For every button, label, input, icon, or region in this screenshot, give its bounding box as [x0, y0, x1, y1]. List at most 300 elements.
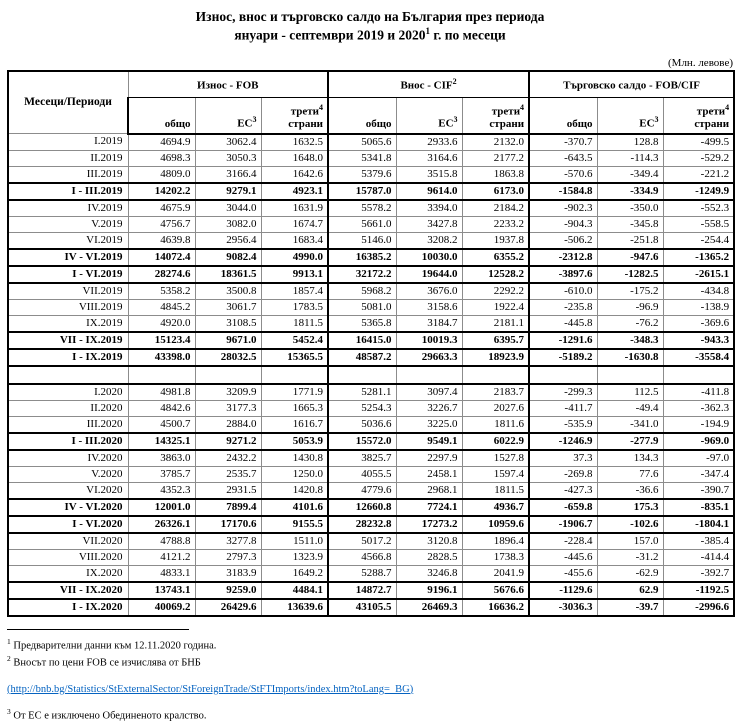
data-cell: 3785.7	[128, 466, 195, 482]
footnote-2-marker: 2	[7, 654, 11, 664]
data-cell: 2828.5	[396, 549, 462, 565]
data-cell: 3158.6	[396, 299, 462, 315]
data-cell: 1430.8	[261, 450, 328, 467]
data-cell: 3061.7	[195, 299, 261, 315]
subheader-balance-total: общо	[529, 97, 597, 134]
data-cell: 4936.7	[462, 499, 529, 516]
data-cell: -1282.5	[597, 266, 663, 283]
data-cell: 3225.0	[396, 416, 462, 433]
data-cell: 1683.4	[261, 232, 328, 249]
data-cell: 4698.3	[128, 150, 195, 166]
document-title	[7, 8, 733, 44]
data-cell: -277.9	[597, 433, 663, 450]
data-cell: 9614.0	[396, 183, 462, 200]
header-group-balance	[529, 71, 734, 98]
data-cell: 1616.7	[261, 416, 328, 433]
data-cell: 15123.4	[128, 332, 195, 349]
data-cell: -347.4	[663, 466, 734, 482]
data-cell: 9196.1	[396, 582, 462, 599]
data-cell: 4842.6	[128, 400, 195, 416]
header-group-import-label: Внос - CIF	[400, 79, 453, 92]
data-cell: 9549.1	[396, 433, 462, 450]
table-row	[8, 266, 734, 283]
data-cell	[328, 366, 396, 384]
data-cell: 1632.5	[261, 134, 328, 151]
data-cell: 4756.7	[128, 216, 195, 232]
data-cell: 3082.0	[195, 216, 261, 232]
data-cell: 3062.4	[195, 134, 261, 151]
data-cell: 1648.0	[261, 150, 328, 166]
data-cell: 2797.3	[195, 549, 261, 565]
data-cell: 4779.6	[328, 482, 396, 499]
subheader-import-eu: $ЕС^3$	[396, 97, 462, 134]
data-cell: 1937.8	[462, 232, 529, 249]
data-cell	[195, 366, 261, 384]
data-cell: -2312.8	[529, 249, 597, 266]
row-label: V.2020	[8, 466, 128, 482]
table-row	[8, 599, 734, 616]
spacer-row	[8, 366, 734, 384]
data-cell: -902.3	[529, 200, 597, 217]
footnote-1-marker: 1	[7, 636, 11, 646]
row-label: I - IX.2019	[8, 349, 128, 366]
data-cell: -1906.7	[529, 516, 597, 533]
data-cell: 4923.1	[261, 183, 328, 200]
data-cell: -31.2	[597, 549, 663, 565]
data-cell: 4352.3	[128, 482, 195, 499]
data-cell: 1896.4	[462, 533, 529, 550]
data-cell: 5452.4	[261, 332, 328, 349]
data-cell: 3120.8	[396, 533, 462, 550]
data-cell: 1674.7	[261, 216, 328, 232]
data-cell: 4484.1	[261, 582, 328, 599]
data-cell: 5254.3	[328, 400, 396, 416]
data-cell: 16385.2	[328, 249, 396, 266]
data-cell: 5017.2	[328, 533, 396, 550]
data-cell: 128.8	[597, 134, 663, 151]
row-label: VII - IX.2019	[8, 332, 128, 349]
data-cell: 3394.0	[396, 200, 462, 217]
table-row	[8, 565, 734, 582]
data-cell: 28274.6	[128, 266, 195, 283]
data-cell: 5578.2	[328, 200, 396, 217]
data-cell: 134.3	[597, 450, 663, 467]
data-cell: -385.4	[663, 533, 734, 550]
data-cell: 12528.2	[462, 266, 529, 283]
data-cell: 6395.7	[462, 332, 529, 349]
data-cell: 1665.3	[261, 400, 328, 416]
row-label: V.2019	[8, 216, 128, 232]
row-label: IV.2020	[8, 450, 128, 467]
data-cell: -659.8	[529, 499, 597, 516]
data-cell: 1649.2	[261, 565, 328, 582]
data-cell: 43398.0	[128, 349, 195, 366]
row-label: IV - VI.2019	[8, 249, 128, 266]
table-row	[8, 433, 734, 450]
row-label: IX.2019	[8, 315, 128, 332]
row-label: III.2019	[8, 166, 128, 183]
data-cell: -175.2	[597, 283, 663, 300]
data-cell: 3209.9	[195, 384, 261, 401]
data-cell: 40069.2	[128, 599, 195, 616]
data-cell: 3500.8	[195, 283, 261, 300]
table-row	[8, 400, 734, 416]
row-label: I - III.2019	[8, 183, 128, 200]
data-cell: 6355.2	[462, 249, 529, 266]
data-cell: 4500.7	[128, 416, 195, 433]
data-cell: 4845.2	[128, 299, 195, 315]
data-cell: -1249.9	[663, 183, 734, 200]
data-cell: -1291.6	[529, 332, 597, 349]
data-cell: 2292.2	[462, 283, 529, 300]
data-cell: 2884.0	[195, 416, 261, 433]
table-row	[8, 200, 734, 217]
bnb-statistics-link[interactable]: (http://bnb.bg/Statistics/StExternalSector/StForeignTrade/StFTImports/index.htm?toLang=_BG)	[7, 683, 414, 695]
header-group-import	[328, 71, 529, 98]
table-row	[8, 216, 734, 232]
footnote-1	[7, 637, 733, 652]
row-label: VIII.2019	[8, 299, 128, 315]
title-line-2	[7, 26, 733, 44]
data-cell: -2996.6	[663, 599, 734, 616]
data-cell: 4990.0	[261, 249, 328, 266]
data-cell: -411.7	[529, 400, 597, 416]
data-cell: 4121.2	[128, 549, 195, 565]
data-cell: -138.9	[663, 299, 734, 315]
row-label: I - VI.2020	[8, 516, 128, 533]
data-cell: 112.5	[597, 384, 663, 401]
data-cell: 1811.6	[462, 416, 529, 433]
data-cell: 10030.0	[396, 249, 462, 266]
data-cell: 13639.6	[261, 599, 328, 616]
data-cell: 9913.1	[261, 266, 328, 283]
data-cell: -3897.6	[529, 266, 597, 283]
data-cell: 77.6	[597, 466, 663, 482]
data-cell: 3164.6	[396, 150, 462, 166]
data-cell: 32172.2	[328, 266, 396, 283]
data-cell: 157.0	[597, 533, 663, 550]
data-cell: -3558.4	[663, 349, 734, 366]
unit-note: (Млн. левове)	[668, 56, 733, 69]
data-cell: 3183.9	[195, 565, 261, 582]
data-cell: 5281.1	[328, 384, 396, 401]
table-row	[8, 416, 734, 433]
data-cell: 28232.8	[328, 516, 396, 533]
data-cell: -1246.9	[529, 433, 597, 450]
data-cell: 1420.8	[261, 482, 328, 499]
table-row	[8, 582, 734, 599]
data-cell: 4639.8	[128, 232, 195, 249]
table-row	[8, 249, 734, 266]
data-cell: -1584.8	[529, 183, 597, 200]
data-cell: 3184.7	[396, 315, 462, 332]
data-cell: 9271.2	[195, 433, 261, 450]
table-row	[8, 516, 734, 533]
subheader-import-third: трети$^4$ страни	[462, 97, 529, 134]
data-cell: -345.8	[597, 216, 663, 232]
data-cell: -411.8	[663, 384, 734, 401]
data-cell: -269.8	[529, 466, 597, 482]
data-cell: 1811.5	[261, 315, 328, 332]
data-cell: 26429.6	[195, 599, 261, 616]
data-cell: 4566.8	[328, 549, 396, 565]
data-cell: -947.6	[597, 249, 663, 266]
data-cell: 2041.9	[462, 565, 529, 582]
data-cell: 6173.0	[462, 183, 529, 200]
row-label: I - III.2020	[8, 433, 128, 450]
data-cell: -835.1	[663, 499, 734, 516]
data-cell: -349.4	[597, 166, 663, 183]
data-cell: -341.0	[597, 416, 663, 433]
data-cell: 37.3	[529, 450, 597, 467]
data-cell: -552.3	[663, 200, 734, 217]
data-cell: 1738.3	[462, 549, 529, 565]
data-cell: 3108.5	[195, 315, 261, 332]
data-cell: -558.5	[663, 216, 734, 232]
trade-table	[7, 70, 735, 617]
group-header-row	[8, 71, 734, 98]
data-cell: 1642.6	[261, 166, 328, 183]
table-row	[8, 332, 734, 349]
data-cell: -334.9	[597, 183, 663, 200]
data-cell: 15572.0	[328, 433, 396, 450]
data-cell: 3097.4	[396, 384, 462, 401]
row-label: III.2020	[8, 416, 128, 433]
data-cell: 62.9	[597, 582, 663, 599]
data-cell: 1922.4	[462, 299, 529, 315]
data-cell	[128, 366, 195, 384]
data-cell: -76.2	[597, 315, 663, 332]
row-label: VIII.2020	[8, 549, 128, 565]
data-cell: 16415.0	[328, 332, 396, 349]
data-cell: -455.6	[529, 565, 597, 582]
data-cell: 2458.1	[396, 466, 462, 482]
row-label: VII - IX.2020	[8, 582, 128, 599]
data-cell: 14872.7	[328, 582, 396, 599]
data-cell	[396, 366, 462, 384]
data-cell: 3177.3	[195, 400, 261, 416]
table-row	[8, 466, 734, 482]
row-label: VII.2020	[8, 533, 128, 550]
data-cell: 14072.4	[128, 249, 195, 266]
data-cell: 1857.4	[261, 283, 328, 300]
data-cell: 9279.1	[195, 183, 261, 200]
data-cell: 7724.1	[396, 499, 462, 516]
title-line-1: Износ, внос и търговско салдо на България през периода	[195, 9, 545, 24]
row-label: II.2020	[8, 400, 128, 416]
data-cell: -943.3	[663, 332, 734, 349]
data-cell: -1804.1	[663, 516, 734, 533]
data-cell: 5661.0	[328, 216, 396, 232]
data-cell: 1511.0	[261, 533, 328, 550]
row-label: IV - VI.2020	[8, 499, 128, 516]
data-cell: 3277.8	[195, 533, 261, 550]
data-cell: 15787.0	[328, 183, 396, 200]
data-cell: -390.7	[663, 482, 734, 499]
data-cell: 19644.0	[396, 266, 462, 283]
data-cell: 5036.6	[328, 416, 396, 433]
data-cell: 5676.6	[462, 582, 529, 599]
data-cell: 9671.0	[195, 332, 261, 349]
data-cell: 5146.0	[328, 232, 396, 249]
data-cell: -499.5	[663, 134, 734, 151]
data-cell: -1365.2	[663, 249, 734, 266]
data-cell: 5968.2	[328, 283, 396, 300]
data-cell: 2184.2	[462, 200, 529, 217]
data-cell: -5189.2	[529, 349, 597, 366]
data-cell: 2968.1	[396, 482, 462, 499]
header-group-import-sup: 2	[452, 76, 457, 86]
data-cell: -535.9	[529, 416, 597, 433]
title-line-2-tail: г. по месеци	[429, 27, 506, 43]
data-cell: 1250.0	[261, 466, 328, 482]
row-label: II.2019	[8, 150, 128, 166]
table-body	[8, 134, 734, 616]
footnote-separator	[7, 629, 189, 630]
data-cell: 14202.2	[128, 183, 195, 200]
row-label: VI.2020	[8, 482, 128, 499]
data-cell	[529, 366, 597, 384]
data-cell: -969.0	[663, 433, 734, 450]
data-cell	[261, 366, 328, 384]
data-cell: -1192.5	[663, 582, 734, 599]
data-cell: 2177.2	[462, 150, 529, 166]
row-label	[8, 366, 128, 384]
row-label: VI.2019	[8, 232, 128, 249]
data-cell: 26469.3	[396, 599, 462, 616]
data-cell: -369.6	[663, 315, 734, 332]
data-cell: -1630.8	[597, 349, 663, 366]
data-cell: 2183.7	[462, 384, 529, 401]
data-cell: 5365.8	[328, 315, 396, 332]
row-label: I.2019	[8, 134, 128, 151]
data-cell: 4920.0	[128, 315, 195, 332]
data-cell: 3246.8	[396, 565, 462, 582]
data-cell: -414.4	[663, 549, 734, 565]
data-cell: 9259.0	[195, 582, 261, 599]
data-cell: 3515.8	[396, 166, 462, 183]
data-cell	[663, 366, 734, 384]
data-cell: -350.0	[597, 200, 663, 217]
data-cell: 9155.5	[261, 516, 328, 533]
header-months-periods: Месеци/Периоди	[8, 71, 128, 134]
data-cell: -529.2	[663, 150, 734, 166]
data-cell: 3050.3	[195, 150, 261, 166]
footnote-3-text: От ЕС е изключено Обединеното кралство.	[10, 710, 207, 722]
data-cell: 15365.5	[261, 349, 328, 366]
data-cell: -254.4	[663, 232, 734, 249]
data-cell: 3676.0	[396, 283, 462, 300]
data-cell: 3044.0	[195, 200, 261, 217]
table-row	[8, 549, 734, 565]
data-cell: 2535.7	[195, 466, 261, 482]
data-cell: 13743.1	[128, 582, 195, 599]
data-cell: -445.6	[529, 549, 597, 565]
table-row	[8, 349, 734, 366]
data-cell: -2615.1	[663, 266, 734, 283]
data-cell: -643.5	[529, 150, 597, 166]
data-cell: 1597.4	[462, 466, 529, 482]
data-cell: 16636.2	[462, 599, 529, 616]
data-cell: 1863.8	[462, 166, 529, 183]
data-cell: 12660.8	[328, 499, 396, 516]
data-cell: -235.8	[529, 299, 597, 315]
data-cell: 5379.6	[328, 166, 396, 183]
footnote-2	[7, 654, 733, 669]
subheader-export-total: общо	[128, 97, 195, 134]
data-cell: -228.4	[529, 533, 597, 550]
data-cell: 5065.6	[328, 134, 396, 151]
data-cell: 5081.0	[328, 299, 396, 315]
data-cell: 3863.0	[128, 450, 195, 467]
table-row	[8, 134, 734, 151]
data-cell: -221.2	[663, 166, 734, 183]
data-cell: -1129.6	[529, 582, 597, 599]
table-row	[8, 499, 734, 516]
data-cell: 1771.9	[261, 384, 328, 401]
data-cell: -96.9	[597, 299, 663, 315]
data-cell: 4055.5	[328, 466, 396, 482]
data-cell: 2181.1	[462, 315, 529, 332]
data-cell: 3166.4	[195, 166, 261, 183]
data-cell: -570.6	[529, 166, 597, 183]
data-cell: -506.2	[529, 232, 597, 249]
data-cell: -445.8	[529, 315, 597, 332]
data-cell: 1323.9	[261, 549, 328, 565]
row-label: VII.2019	[8, 283, 128, 300]
data-cell: 1783.5	[261, 299, 328, 315]
data-cell: 6022.9	[462, 433, 529, 450]
data-cell	[597, 366, 663, 384]
row-label: I - IX.2020	[8, 599, 128, 616]
data-cell: 10019.3	[396, 332, 462, 349]
data-cell: 2297.9	[396, 450, 462, 467]
data-cell: 12001.0	[128, 499, 195, 516]
data-cell: -299.3	[529, 384, 597, 401]
data-cell: -102.6	[597, 516, 663, 533]
table-row	[8, 315, 734, 332]
table-row	[8, 533, 734, 550]
data-cell: -36.6	[597, 482, 663, 499]
header-group-export	[128, 71, 328, 98]
subheader-balance-eu: $ЕС^3$	[597, 97, 663, 134]
data-cell: -348.3	[597, 332, 663, 349]
footnote-3	[7, 707, 733, 722]
title-footnote-marker: 1	[425, 25, 430, 36]
data-cell: 175.3	[597, 499, 663, 516]
data-cell: 4981.8	[128, 384, 195, 401]
footnote-3-marker: 3	[7, 706, 11, 716]
data-cell: 4675.9	[128, 200, 195, 217]
row-label: I.2020	[8, 384, 128, 401]
data-cell: -362.3	[663, 400, 734, 416]
subheader-export-eu: $ЕС^3$	[195, 97, 261, 134]
data-cell: 3825.7	[328, 450, 396, 467]
data-cell: 1631.9	[261, 200, 328, 217]
data-cell: -49.4	[597, 400, 663, 416]
data-cell	[462, 366, 529, 384]
header-group-balance-label: Търговско салдо - FOB/CIF	[563, 79, 700, 92]
data-cell: -39.7	[597, 599, 663, 616]
data-cell: 2933.6	[396, 134, 462, 151]
table-row	[8, 482, 734, 499]
data-cell: 2931.5	[195, 482, 261, 499]
data-cell: -194.9	[663, 416, 734, 433]
data-cell: -610.0	[529, 283, 597, 300]
footnote-1-text: Предварителни данни към 12.11.2020 година.	[10, 640, 217, 652]
data-cell: 4809.0	[128, 166, 195, 183]
subheader-balance-third: трети$^4$ страни	[663, 97, 734, 134]
